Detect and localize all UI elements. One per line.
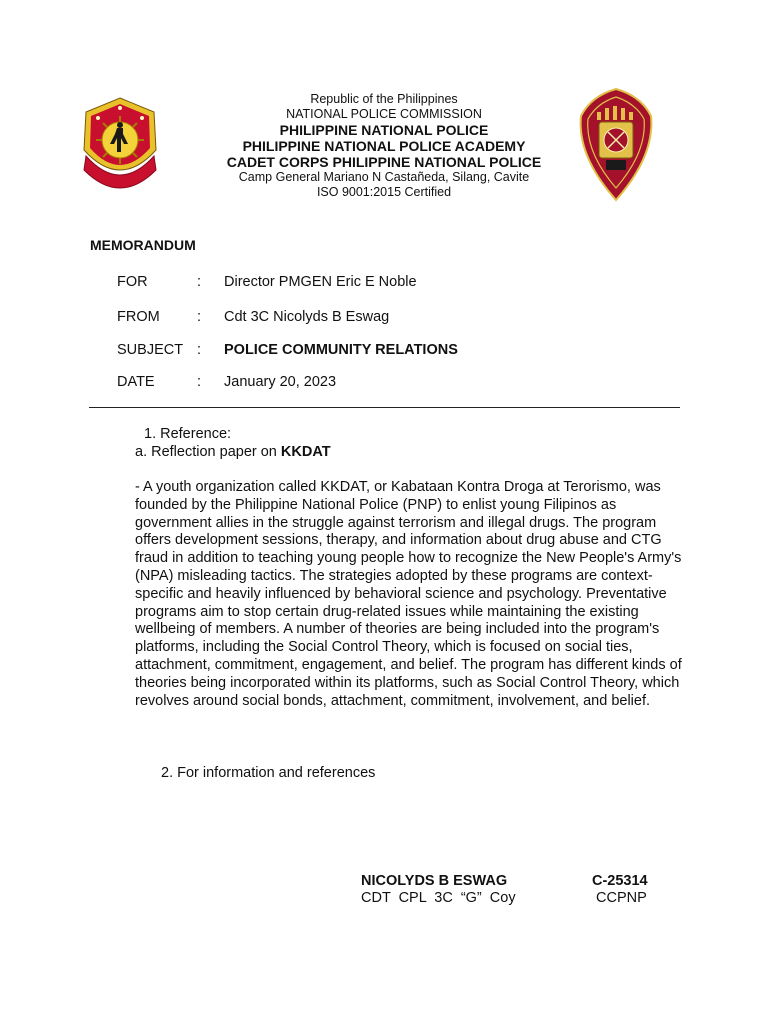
subject-colon: : [197,342,202,358]
reflection-paragraph: - A youth organization called KKDAT, or Kabataan Kontra Droga at Terorismo, was founded by the Philippine National Police (PNP) to enlist young Filipinos as government allies in the struggle against terrorism and illegal drugs. The program offers development sessions, therapy, and information about drug abuse and CTG fraud in addition to teaching young people how to recognize the New People's Army's (NPA) misleading tactics. The strategies adopted by these programs are context-specific and heavily influenced by behavioral science and psychology. Preventative programs aim to stop certain drug-related issues while maintaining the existing wellbeing of members. A number of theories are being included into the program's platforms, including the Social Control Theory, which is focused on social ties, attachment, commitment, engagement, and belief. The program has different kinds of theories being incorporated within its platforms, such as Social Control Theory, which revolves around social bonds, attachment, commitment, involvement, and belief. [135,479,682,709]
signature-rank: CDT CPL 3C “G” Coy [361,890,516,906]
subject-value: POLICE COMMUNITY RELATIONS [224,342,458,358]
for-value: Director PMGEN Eric E Noble [224,274,417,290]
date-label: DATE [117,374,155,390]
for-label: FOR [117,274,148,290]
address-line: Camp General Mariano N Castañeda, Silang, Cavite [238,170,530,184]
subject-label: SUBJECT [117,342,184,358]
info-line: 2. For information and references [161,765,376,781]
academy-line: PHILIPPINE NATIONAL POLICE ACADEMY [242,138,526,154]
date-value: January 20, 2023 [224,374,337,390]
commission-line: NATIONAL POLICE COMMISSION [286,107,482,121]
from-label: FROM [117,309,160,325]
reference-item-prefix: a. Reflection paper on [135,444,281,460]
from-colon: : [197,309,202,325]
signature-unit: CCPNP [596,890,647,906]
letterhead [0,92,768,200]
iso-line: ISO 9001:2015 Certified [316,185,452,199]
memo-title: MEMORANDUM [90,237,196,253]
from-value: Cdt 3C Nicolyds B Eswag [224,309,390,325]
reference-item [135,444,331,460]
for-colon: : [197,274,202,290]
pnp-line: PHILIPPINE NATIONAL POLICE [279,122,489,138]
corps-line: CADET CORPS PHILIPPINE NATIONAL POLICE [226,154,542,170]
signature-id: C-25314 [592,873,648,889]
reference-item-bold: KKDAT [280,444,331,460]
reference-heading: 1. Reference: [144,426,232,442]
date-colon: : [197,374,202,390]
header-divider [89,407,680,408]
republic-line: Republic of the Philippines [310,92,458,106]
signature-name: NICOLYDS B ESWAG [361,873,508,889]
